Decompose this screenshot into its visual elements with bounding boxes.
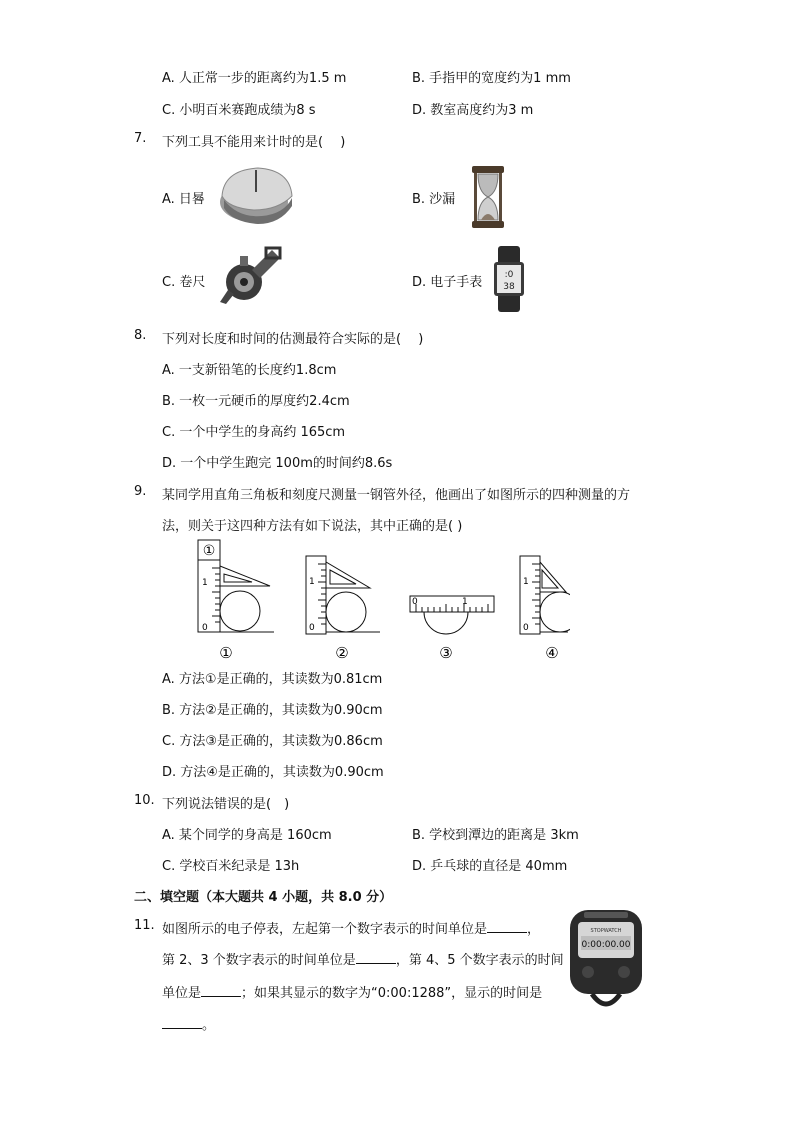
question-number: 7. (134, 131, 147, 146)
q11-line3a: 单位是 (162, 986, 202, 1001)
question-stem: 下列对长度和时间的估测最符合实际的是( ) (162, 332, 424, 347)
tick-label: 1 (309, 577, 315, 587)
tick-label: 0 (523, 623, 529, 633)
method-1-diagram (198, 540, 274, 662)
q7-option-b: B. 沙漏 (412, 192, 456, 207)
question-number: 8. (134, 328, 147, 343)
method-3-diagram (410, 596, 494, 662)
tick-label: 0 (202, 623, 208, 633)
q11-line1 (162, 918, 540, 937)
answer-blank[interactable] (201, 984, 241, 997)
tick-label: 1 (462, 597, 468, 607)
q7-option-d: D. 电子手表 (412, 275, 483, 290)
q10-option-d: D. 乒乓球的直径是 40mm (412, 859, 568, 874)
q8-option-c: C. 一个中学生的身高约 165cm (162, 425, 346, 440)
question-number: 11. (134, 918, 155, 933)
question-stem: 下列说法错误的是( ) (162, 797, 290, 812)
q9-option-d: D. 方法④是正确的，其读数为0.90cm (162, 765, 384, 780)
method-label: ② (335, 644, 349, 662)
method-1-box-label: ① (202, 543, 216, 559)
q11-line1-text: 如图所示的电子停表，左起第一个数字表示的时间单位是 (162, 922, 488, 937)
section-title: 二、填空题（本大题共 4 小题，共 8.0 分） (134, 890, 393, 905)
tick-label: 1 (202, 578, 208, 588)
q7-option-c: C. 卷尺 (162, 275, 206, 290)
q10-option-a: A. 某个同学的身高是 160cm (162, 828, 332, 843)
q8-option-a: A. 一支新铅笔的长度约1.8cm (162, 363, 337, 378)
answer-blank[interactable] (162, 1016, 202, 1029)
method-label: ③ (439, 644, 453, 662)
method-label: ① (219, 644, 233, 662)
q6-option-c: C. 小明百米赛跑成绩为8 s (162, 103, 316, 118)
method-2-diagram (306, 556, 380, 662)
question-stem-line1: 某同学用直角三角板和刻度尺测量一钢管外径，他画出了如图所示的四种测量的方 (162, 488, 631, 503)
q11-line3b: ；如果其显示的数字为“0:00:1288”，显示的时间是 (241, 986, 543, 1001)
tick-label: 0 (309, 623, 315, 633)
answer-blank[interactable] (487, 920, 527, 933)
q10-option-c: C. 学校百米纪录是 13h (162, 859, 300, 874)
question-number: 10. (134, 793, 155, 808)
measurement-methods-figure (190, 538, 570, 666)
q11-line4 (162, 1014, 215, 1033)
q11-line4-end: 。 (202, 1018, 216, 1033)
q8-option-d: D. 一个中学生跑完 100m的时间约8.6s (162, 456, 393, 471)
method-label: ④ (545, 644, 559, 662)
q11-line1-end: ， (527, 922, 541, 937)
q6-option-d: D. 教室高度约为3 m (412, 103, 534, 118)
q8-option-b: B. 一枚一元硬币的厚度约2.4cm (162, 394, 350, 409)
hourglass-image (470, 164, 506, 230)
q11-line2a: 第 2、3 个数字表示的时间单位是 (162, 953, 356, 968)
q11-line3 (162, 982, 542, 1001)
svg-text::0: :0 (504, 270, 514, 280)
question-stem-line2: 法，则关于这四种方法有如下说法，其中正确的是( ) (162, 519, 463, 534)
stopwatch-display: 0:00:00.00 (581, 940, 631, 950)
digital-watch-image (492, 246, 526, 312)
q11-line2 (162, 949, 564, 968)
tick-label: 1 (523, 577, 529, 587)
q9-option-b: B. 方法②是正确的，其读数为0.90cm (162, 703, 383, 718)
answer-blank[interactable] (356, 951, 396, 964)
stopwatch-image (570, 910, 642, 1014)
q9-option-a: A. 方法①是正确的，其读数为0.81cm (162, 672, 383, 687)
question-number: 9. (134, 484, 147, 499)
q6-option-a: A. 人正常一步的距离约为1.5 m (162, 71, 347, 86)
q10-option-b: B. 学校到潭边的距离是 3km (412, 828, 579, 843)
tick-label: 0 (412, 597, 418, 607)
q9-option-c: C. 方法③是正确的，其读数为0.86cm (162, 734, 383, 749)
q7-option-a: A. 日晷 (162, 192, 205, 207)
method-4-diagram (520, 556, 570, 662)
q6-option-b: B. 手指甲的宽度约为1 mm (412, 71, 571, 86)
stopwatch-brand: STOPWATCH (590, 928, 622, 934)
tape-measure-image (218, 244, 282, 306)
sundial-image (218, 166, 294, 228)
svg-text:38: 38 (503, 282, 515, 292)
question-stem: 下列工具不能用来计时的是( ) (162, 135, 346, 150)
q11-line2b: ，第 4、5 个数字表示的时间 (395, 953, 564, 968)
